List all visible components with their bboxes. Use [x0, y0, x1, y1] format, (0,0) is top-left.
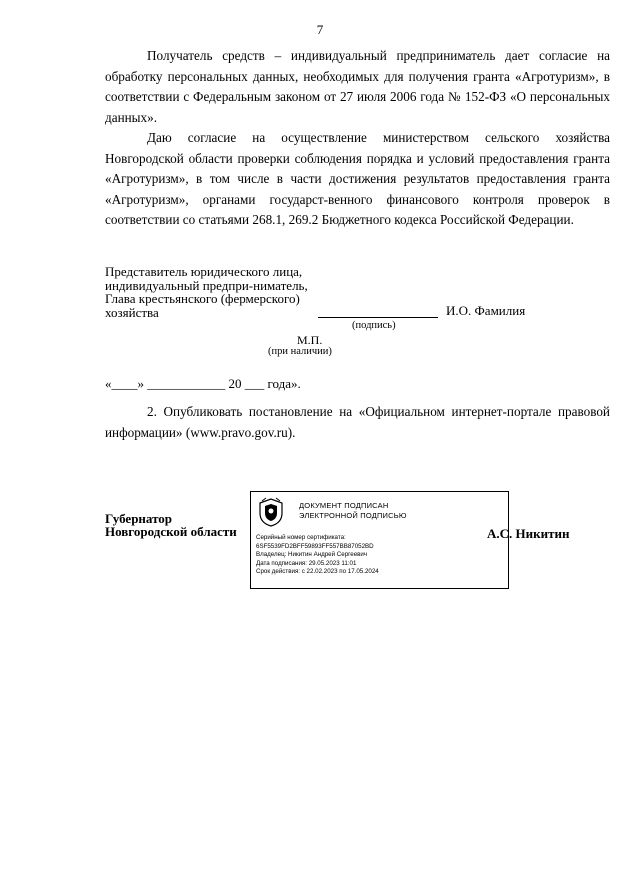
governor-title — [105, 512, 237, 538]
representative-label: Представитель юридического лица, индивидуальный предпри-ниматель, Глава крестьянского (фермерского) хозяйства — [105, 264, 308, 320]
stamp-heading — [299, 501, 407, 520]
digital-signature-stamp — [250, 491, 509, 589]
name-placeholder: И.О. Фамилия — [446, 303, 526, 318]
consent-paragraph-personal-data: Получатель средств – индивидуальный предприниматель дает согласие на обработку персональных данных, необходимых для получения гранта «Агротуризм», в соответствии с Федеральным законом от 27 июля 2006 года № 152-ФЗ «О персональных данных». — [105, 48, 610, 125]
stamp-border-tick — [508, 560, 509, 585]
publication-item: 2. Опубликовать постановление на «Официальном интернет-портале правовой информации» (www.pravo.gov.ru). — [105, 404, 610, 440]
cert-label: Серийный номер сертификата: — [256, 534, 346, 541]
governor-title-line2: Новгородской области — [105, 524, 237, 539]
validity-period: Срок действия: с 22.02.2023 по 17.05.2024 — [256, 568, 379, 575]
stamp-heading-line2: ЭЛЕКТРОННОЙ ПОДПИСЬЮ — [299, 510, 407, 520]
governor-title-line1: Губернатор — [105, 511, 173, 526]
seal-note: (при наличии) — [268, 346, 332, 357]
stamp-heading-line1: ДОКУМЕНТ ПОДПИСАН — [299, 501, 389, 510]
page-number: 7 — [316, 22, 324, 37]
cert-owner: Владелец: Никитин Андрей Сергеевич — [256, 551, 368, 558]
cert-serial: 6SF5539FD2BFF59893FF557BB87052BD — [256, 542, 374, 550]
signature-line — [318, 317, 438, 318]
coat-of-arms-icon — [257, 497, 285, 527]
consent-paragraph-inspections: Даю согласие на осуществление министерством сельского хозяйства Новгородской области проверки соблюдения порядка и условий предоставления гранта «Агротуризм», в том числе в части достижения результатов предоставления гранта «Агротуризм», органами государст-венного финансового контроля проверок в соответствии со статьями 268.1, 269.2 Бюджетного кодекса Российской Федерации. — [105, 130, 610, 227]
date-line: «____» ____________ 20 ___ года». — [105, 376, 301, 391]
signed-date: Дата подписания: 29.05.2023 11:01 — [256, 559, 357, 567]
governor-name: А.С. Никитин — [487, 526, 570, 541]
stamp-details — [256, 534, 379, 577]
seal-label: М.П. — [297, 333, 323, 347]
signature-caption: (подпись) — [352, 320, 396, 331]
